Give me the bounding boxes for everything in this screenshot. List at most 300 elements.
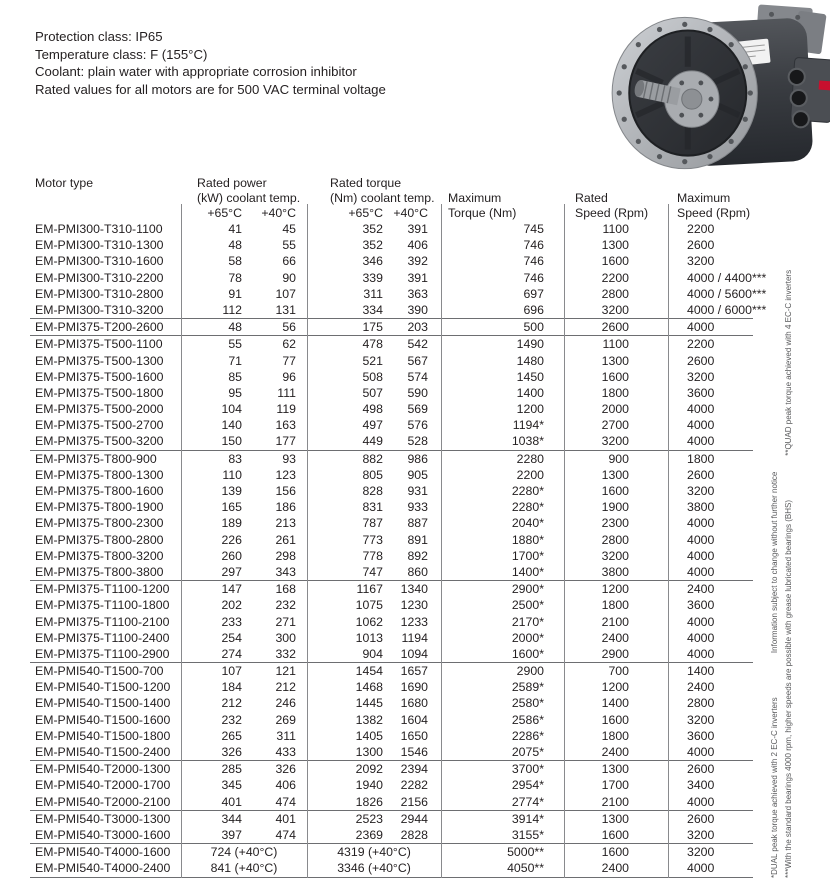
- cell-max-torque: 2774*: [511, 794, 544, 809]
- spec-info-block: [35, 28, 386, 98]
- cell-rated-power-merged: 724 (+40°C): [210, 845, 278, 860]
- cell-motor-type: EM-PMI375-T800-3800: [35, 564, 164, 579]
- table-row: [30, 597, 753, 613]
- cell-power-65c: 150: [221, 434, 242, 449]
- cell-max-speed: 4000: [687, 434, 715, 449]
- cell-torque-65c: 334: [362, 302, 383, 317]
- cell-rated-speed: 1700: [601, 778, 629, 793]
- table-row: [30, 433, 753, 449]
- cell-max-speed: 3600: [687, 598, 715, 613]
- cell-torque-40c: 1094: [400, 646, 428, 661]
- cell-motor-type: EM-PMI375-T800-1900: [35, 500, 164, 515]
- cell-power-65c: 233: [221, 614, 242, 629]
- cell-max-speed: 4000: [687, 402, 715, 417]
- cell-power-40c: 119: [276, 402, 296, 417]
- cell-rated-speed: 1600: [601, 845, 629, 860]
- cell-torque-65c: 747: [362, 564, 383, 579]
- cell-power-40c: 261: [275, 532, 296, 547]
- cell-motor-type: EM-PMI375-T500-1100: [35, 337, 163, 352]
- cell-torque-40c: 1230: [400, 598, 428, 613]
- cell-power-65c: 41: [228, 222, 242, 236]
- cell-max-speed: 2400: [687, 680, 715, 695]
- cell-max-speed: 2200: [687, 337, 715, 352]
- cell-max-torque: 5000**: [507, 845, 544, 860]
- header-rated-speed-2: Speed (Rpm): [575, 206, 649, 220]
- cell-power-65c: 147: [221, 582, 242, 597]
- cell-torque-65c: 2369: [355, 827, 383, 842]
- cell-power-40c: 111: [277, 385, 296, 400]
- cell-power-40c: 269: [275, 712, 296, 727]
- header-maximum-torque-1: Maximum: [448, 191, 502, 205]
- cell-torque-40c: 2828: [400, 827, 428, 842]
- cell-rated-speed: 1100: [602, 337, 629, 352]
- cell-power-40c: 433: [275, 745, 296, 759]
- cell-max-torque: 2500*: [511, 598, 544, 613]
- cell-torque-65c: 449: [362, 434, 383, 449]
- cell-max-speed: 3200: [687, 254, 715, 269]
- cell-max-speed: 4000: [687, 614, 715, 629]
- cell-motor-type: EM-PMI540-T1500-1400: [35, 696, 171, 711]
- cell-rated-speed: 700: [608, 664, 629, 679]
- cell-motor-type: EM-PMI375-T800-900: [35, 451, 157, 466]
- cell-max-speed: 4000: [687, 548, 715, 563]
- table-row: [30, 319, 753, 335]
- cell-max-speed: 4000: [687, 516, 715, 531]
- table-row: [30, 369, 753, 385]
- cell-power-65c: 226: [221, 532, 242, 547]
- cell-max-torque: 696: [523, 302, 544, 317]
- cell-torque-40c: 2156: [400, 794, 428, 809]
- cell-rated-speed: 1800: [601, 385, 629, 400]
- cell-power-65c: 326: [221, 745, 242, 759]
- cell-max-speed: 3200: [687, 845, 715, 860]
- cell-rated-speed: 1200: [601, 680, 629, 695]
- column-divider: [181, 204, 182, 878]
- cell-max-torque: 746: [523, 254, 544, 269]
- header-power-40: +40°C: [261, 206, 296, 220]
- cell-max-speed: 4000 / 4400***: [687, 270, 767, 285]
- cell-rated-speed: 2400: [601, 861, 629, 876]
- cell-max-torque: 3155*: [511, 827, 544, 842]
- cell-motor-type: EM-PMI540-T1500-1600: [35, 712, 171, 727]
- cell-max-torque: 2170*: [511, 614, 544, 629]
- cell-torque-65c: 1075: [355, 598, 383, 613]
- cell-torque-40c: 1690: [400, 680, 428, 695]
- table-row: [30, 221, 753, 237]
- cell-torque-65c: 352: [362, 222, 383, 236]
- cell-motor-type: EM-PMI375-T1100-1200: [35, 582, 170, 597]
- table-row: [30, 695, 753, 711]
- table-row: [30, 794, 753, 810]
- cell-max-speed: 4000: [687, 630, 715, 645]
- table-row: [30, 712, 753, 728]
- cell-max-torque: 2589*: [511, 680, 544, 695]
- cell-rated-speed: 3200: [601, 302, 629, 317]
- cell-torque-40c: 528: [407, 434, 428, 449]
- cell-rated-speed: 1600: [601, 369, 629, 384]
- cell-torque-65c: 904: [362, 646, 383, 661]
- table-row: [30, 515, 753, 531]
- cell-motor-type: EM-PMI300-T310-1100: [35, 222, 163, 236]
- cell-max-speed: 4000: [687, 564, 715, 579]
- table-row: [30, 630, 753, 646]
- cell-motor-type: EM-PMI300-T310-2800: [35, 286, 164, 301]
- cell-max-torque: 1200: [516, 402, 544, 417]
- cell-max-speed: 3800: [687, 500, 715, 515]
- table-row: [30, 483, 753, 499]
- cell-torque-40c: 1604: [400, 712, 428, 727]
- table-row: [30, 564, 753, 580]
- cell-rated-speed: 2000: [601, 402, 629, 417]
- cell-max-torque: 746: [523, 270, 544, 285]
- cell-rated-speed: 1100: [602, 222, 629, 236]
- cell-rated-speed: 1300: [601, 762, 629, 777]
- cell-power-40c: 186: [275, 500, 296, 515]
- footnote-quad-torque: **QUAD peak torque achieved with 4 EC-C inverters: [784, 269, 793, 456]
- cell-torque-65c: 339: [362, 270, 383, 285]
- cell-power-40c: 107: [275, 286, 296, 301]
- cell-motor-type: EM-PMI375-T500-3200: [35, 434, 164, 449]
- cell-power-40c: 271: [275, 614, 296, 629]
- table-row: [30, 614, 753, 630]
- cell-max-torque: 2040*: [511, 516, 544, 531]
- table-row: [30, 467, 753, 483]
- cell-torque-40c: 1194: [401, 630, 428, 645]
- cell-max-torque: 2280*: [511, 500, 544, 515]
- cell-torque-65c: 478: [362, 337, 383, 352]
- cell-torque-65c: 346: [362, 254, 383, 269]
- cell-rated-speed: 2900: [601, 646, 629, 661]
- cell-max-torque: 2200: [516, 467, 544, 482]
- cell-motor-type: EM-PMI375-T500-1800: [35, 385, 164, 400]
- red-brand-label: [819, 81, 830, 91]
- cell-torque-65c: 508: [362, 369, 383, 384]
- cell-power-40c: 212: [275, 680, 296, 695]
- cell-motor-type: EM-PMI375-T500-1300: [35, 353, 164, 368]
- cell-torque-65c: 773: [362, 532, 383, 547]
- cell-power-65c: 139: [221, 484, 242, 498]
- cell-power-65c: 85: [228, 369, 242, 384]
- motor-illustration: [598, 0, 830, 182]
- cell-max-torque: 745: [523, 222, 544, 236]
- cell-power-40c: 332: [275, 646, 296, 661]
- cell-torque-65c: 778: [362, 548, 383, 563]
- cell-power-65c: 344: [221, 811, 242, 826]
- table-group-5: [30, 663, 753, 761]
- cell-torque-65c: 521: [362, 353, 383, 368]
- header-motor-type: Motor type: [35, 176, 94, 190]
- cell-power-40c: 168: [275, 582, 296, 597]
- cell-power-40c: 62: [282, 337, 296, 352]
- table-row: [30, 499, 753, 515]
- cell-torque-65c: 352: [362, 238, 383, 253]
- cell-power-65c: 265: [221, 728, 242, 743]
- cell-rated-torque-merged: 4319 (+40°C): [337, 845, 411, 860]
- table-group-2: [30, 336, 753, 450]
- cell-rated-speed: 2100: [601, 614, 629, 629]
- cell-torque-65c: 311: [363, 286, 383, 301]
- protection-class-line: Protection class: IP65: [35, 29, 163, 44]
- cell-torque-40c: 392: [407, 254, 428, 269]
- cell-motor-type: EM-PMI375-T1100-2900: [35, 646, 170, 661]
- table-row: [30, 744, 753, 760]
- footnote-standard-bearings: ***With the standard bearings 4000 rpm, higher speeds are possible with grease lubricated bearings (BHS): [784, 500, 793, 878]
- cell-power-65c: 274: [221, 646, 242, 661]
- cell-power-40c: 90: [282, 270, 296, 285]
- cell-torque-65c: 2523: [355, 811, 383, 826]
- cell-torque-40c: 363: [407, 286, 428, 301]
- temperature-class-line: Temperature class: F (155°C): [35, 46, 208, 62]
- cell-motor-type: EM-PMI540-T1500-700: [35, 664, 164, 679]
- cell-rated-speed: 2800: [601, 286, 629, 301]
- cell-rated-power-merged: 841 (+40°C): [210, 861, 278, 876]
- column-divider: [668, 204, 669, 878]
- cell-power-40c: 474: [275, 827, 296, 842]
- cell-power-40c: 56: [282, 320, 296, 335]
- cell-power-65c: 140: [221, 418, 242, 433]
- cell-max-torque: 2280*: [511, 484, 544, 498]
- cell-power-65c: 254: [221, 630, 242, 645]
- cell-power-40c: 93: [282, 451, 296, 466]
- cell-power-65c: 48: [228, 320, 242, 335]
- cell-motor-type: EM-PMI375-T1100-2400: [35, 630, 170, 645]
- cell-max-speed: 3200: [687, 712, 715, 727]
- motor-photo: [598, 0, 830, 182]
- cell-motor-type: EM-PMI540-T3000-1300: [35, 811, 171, 826]
- cell-torque-40c: 892: [407, 548, 428, 563]
- cell-power-65c: 165: [221, 500, 242, 515]
- cell-power-40c: 311: [276, 728, 296, 743]
- header-torque-65: +65°C: [348, 206, 383, 220]
- table-row: [30, 336, 753, 352]
- cell-power-65c: 95: [228, 385, 242, 400]
- cell-torque-40c: 933: [407, 500, 428, 515]
- cell-rated-speed: 1300: [601, 238, 629, 253]
- cell-power-65c: 285: [221, 762, 242, 777]
- cell-power-65c: 112: [222, 302, 242, 317]
- table-group-8: [30, 844, 753, 877]
- cell-power-40c: 55: [282, 238, 296, 253]
- cell-torque-40c: 891: [407, 532, 428, 547]
- table-group-6: [30, 761, 753, 811]
- cell-motor-type: EM-PMI540-T1500-1200: [35, 680, 171, 695]
- cell-max-torque: 697: [523, 286, 544, 301]
- header-maximum-speed-2: Speed (Rpm): [677, 206, 751, 220]
- header-rated-power: Rated power: [197, 176, 267, 190]
- cell-power-40c: 45: [282, 222, 296, 236]
- cell-power-40c: 406: [275, 778, 296, 793]
- cell-torque-65c: 1826: [355, 794, 383, 809]
- cell-power-65c: 189: [221, 516, 242, 531]
- cell-max-speed: 3400: [687, 778, 715, 793]
- cell-motor-type: EM-PMI540-T3000-1600: [35, 827, 171, 842]
- header-torque-unit: (Nm) coolant temp.: [330, 191, 435, 205]
- cell-power-40c: 213: [275, 516, 296, 531]
- cell-torque-65c: 1454: [355, 664, 383, 679]
- header-rated-torque: Rated torque: [330, 176, 402, 190]
- table-group-0: [30, 221, 767, 319]
- cell-max-torque: 3914*: [511, 811, 544, 826]
- cell-motor-type: EM-PMI375-T1100-1800: [35, 598, 170, 613]
- cell-rated-speed: 2400: [601, 745, 629, 759]
- cell-rated-speed: 1800: [601, 728, 629, 743]
- cell-max-torque: 746: [523, 238, 544, 253]
- cell-max-torque: 500: [523, 320, 544, 335]
- footnote-bearings-and-quad: [783, 270, 794, 878]
- cell-motor-type: EM-PMI540-T1500-2400: [35, 745, 171, 759]
- cell-max-speed: 3600: [687, 728, 715, 743]
- cell-max-speed: 1800: [687, 451, 715, 466]
- cell-power-65c: 184: [221, 680, 242, 695]
- cell-motor-type: EM-PMI540-T2000-2100: [35, 794, 171, 809]
- cell-rated-speed: 1300: [601, 467, 629, 482]
- cell-motor-type: EM-PMI375-T800-2800: [35, 532, 164, 547]
- cell-rated-speed: 1200: [601, 582, 629, 597]
- cell-max-speed: 3200: [687, 369, 715, 384]
- cell-power-40c: 474: [275, 794, 296, 809]
- cell-rated-speed: 2800: [601, 532, 629, 547]
- cell-max-speed: 2800: [687, 696, 715, 711]
- cell-rated-speed: 1300: [601, 353, 629, 368]
- cell-torque-40c: 887: [407, 516, 428, 531]
- cell-torque-40c: 1340: [400, 582, 428, 597]
- cell-motor-type: EM-PMI375-T800-1600: [35, 484, 164, 498]
- cell-torque-40c: 2282: [400, 778, 428, 793]
- table-row: [30, 385, 753, 401]
- cell-rated-speed: 900: [608, 451, 629, 466]
- cell-motor-type: EM-PMI300-T310-1300: [35, 238, 164, 253]
- table-row: [30, 548, 753, 564]
- cell-torque-40c: 1233: [400, 614, 428, 629]
- cell-rated-speed: 3200: [601, 434, 629, 449]
- cell-torque-40c: 203: [407, 320, 428, 335]
- cell-motor-type: EM-PMI300-T310-2200: [35, 270, 164, 285]
- footnote-information-subject: Information subject to change without further notice: [770, 471, 779, 654]
- cell-motor-type: EM-PMI375-T800-2300: [35, 516, 164, 531]
- table-row: [30, 811, 753, 827]
- cell-max-speed: 1400: [687, 664, 715, 679]
- cell-max-torque: 1450: [516, 369, 544, 384]
- table-row: [30, 679, 753, 695]
- header-power-unit: (kW) coolant temp.: [197, 191, 301, 205]
- cell-rated-speed: 2200: [601, 270, 629, 285]
- table-row: [30, 270, 767, 286]
- cell-max-speed: 2600: [687, 811, 715, 826]
- cell-motor-type: EM-PMI375-T800-1300: [35, 467, 164, 482]
- cell-torque-65c: 787: [362, 516, 383, 531]
- cell-motor-type: EM-PMI540-T2000-1300: [35, 762, 171, 777]
- cell-power-65c: 58: [228, 254, 242, 269]
- cell-torque-65c: 2092: [355, 762, 383, 777]
- cell-power-40c: 326: [275, 762, 296, 777]
- cell-power-65c: 110: [222, 467, 242, 482]
- column-divider: [307, 204, 308, 878]
- cell-torque-40c: 1657: [400, 664, 428, 679]
- cell-rated-speed: 2300: [601, 516, 629, 531]
- cell-torque-65c: 1445: [355, 696, 383, 711]
- cell-max-torque: 1490: [516, 337, 544, 352]
- table-row: [30, 646, 753, 662]
- cell-torque-65c: 1300: [355, 745, 383, 759]
- cell-max-torque: 2000*: [511, 630, 544, 645]
- table-group-1: [30, 319, 753, 336]
- cell-power-65c: 401: [221, 794, 242, 809]
- cell-power-65c: 48: [228, 238, 242, 253]
- cell-max-torque: 2286*: [511, 728, 544, 743]
- cell-power-40c: 177: [275, 434, 296, 449]
- cell-max-speed: 4000: [687, 646, 715, 661]
- table-group-7: [30, 811, 753, 844]
- cell-power-40c: 343: [275, 564, 296, 579]
- table-row: [30, 237, 753, 253]
- cell-max-speed: 2600: [687, 467, 715, 482]
- cell-torque-40c: 2394: [400, 762, 428, 777]
- cell-max-torque: 1600*: [511, 646, 544, 661]
- cell-power-40c: 131: [275, 302, 296, 317]
- cell-rated-speed: 1900: [601, 500, 629, 515]
- cell-max-speed: 4000: [687, 794, 715, 809]
- table-row: [30, 451, 753, 467]
- table-row: [30, 663, 753, 679]
- cell-power-65c: 297: [221, 564, 242, 579]
- cell-torque-40c: 406: [407, 238, 428, 253]
- cell-max-speed: 2600: [687, 238, 715, 253]
- cell-max-torque: 1400*: [511, 564, 544, 579]
- table-header: [30, 176, 753, 221]
- cell-max-speed: 2600: [687, 762, 715, 777]
- table-row: [30, 302, 767, 318]
- cell-power-65c: 55: [228, 337, 242, 352]
- cell-motor-type: EM-PMI540-T4000-1600: [35, 845, 171, 860]
- cell-torque-40c: 567: [407, 353, 428, 368]
- cell-max-speed: 2400: [687, 582, 715, 597]
- cell-torque-65c: 1940: [355, 778, 383, 793]
- cell-torque-40c: 905: [407, 467, 428, 482]
- cell-motor-type: EM-PMI375-T800-3200: [35, 548, 164, 563]
- table-row: [30, 581, 753, 597]
- cell-rated-speed: 1600: [601, 712, 629, 727]
- cell-torque-65c: 1468: [355, 680, 383, 695]
- cell-motor-type: EM-PMI375-T200-2600: [35, 320, 164, 335]
- cell-torque-65c: 1405: [355, 728, 383, 743]
- cell-power-40c: 401: [275, 811, 296, 826]
- cell-power-65c: 107: [221, 664, 242, 679]
- cell-max-torque: 2954*: [511, 778, 544, 793]
- table-body: [30, 221, 767, 878]
- cell-motor-type: EM-PMI540-T4000-2400: [35, 861, 171, 876]
- cell-power-65c: 104: [221, 402, 242, 417]
- cell-max-speed: 2200: [687, 222, 715, 236]
- cell-power-40c: 77: [282, 353, 296, 368]
- cell-power-65c: 397: [221, 827, 242, 842]
- cell-torque-65c: 1382: [355, 712, 383, 727]
- cell-rated-speed: 1300: [601, 811, 629, 826]
- cell-torque-40c: 1680: [400, 696, 428, 711]
- cell-power-40c: 232: [275, 598, 296, 613]
- cell-motor-type: EM-PMI540-T1500-1800: [35, 728, 171, 743]
- cell-motor-type: EM-PMI540-T2000-1700: [35, 778, 171, 793]
- cell-power-40c: 156: [275, 484, 296, 498]
- cell-torque-65c: 831: [362, 500, 383, 515]
- cell-max-speed: 4000: [687, 861, 715, 876]
- header-torque-40: +40°C: [393, 206, 428, 220]
- cell-motor-type: EM-PMI375-T1100-2100: [35, 614, 170, 629]
- table-group-3: [30, 451, 753, 582]
- cell-rated-speed: 2400: [601, 630, 629, 645]
- cell-max-torque: 1400: [516, 385, 544, 400]
- table-row: [30, 827, 753, 843]
- header-power-65: +65°C: [207, 206, 242, 220]
